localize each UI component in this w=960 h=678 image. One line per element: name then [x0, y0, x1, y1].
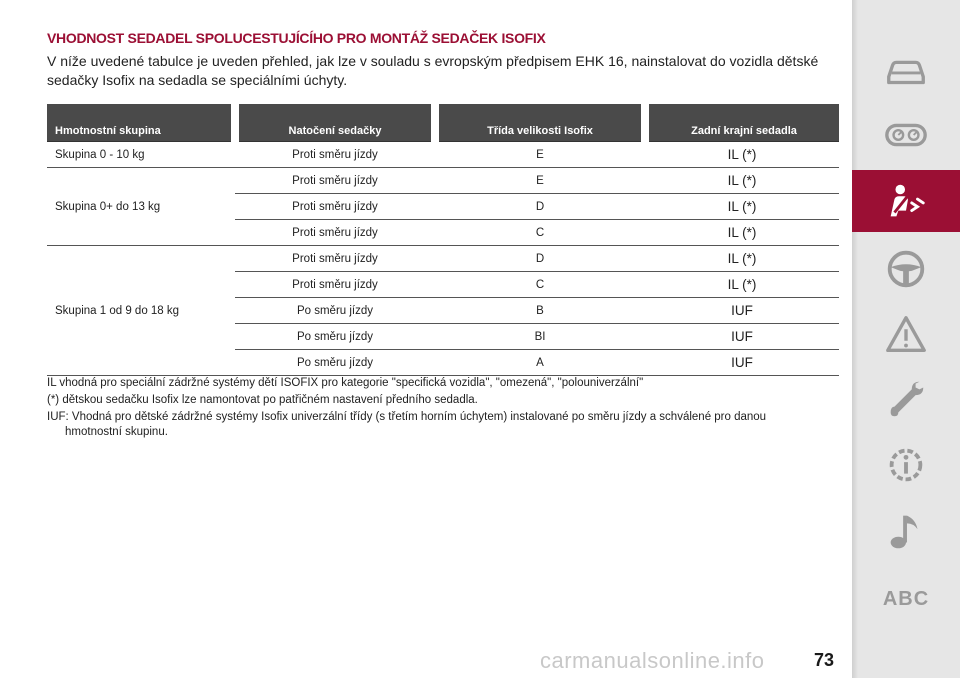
wrench-icon [883, 376, 929, 422]
seat-belt-passenger-icon [883, 178, 929, 224]
size-class-cell: B [435, 298, 645, 324]
rear-cell: IL (*) [645, 168, 839, 194]
size-class-cell: E [435, 142, 645, 168]
rear-cell: IUF [645, 298, 839, 324]
size-class-cell: D [435, 194, 645, 220]
page-title: VHODNOST SEDADEL SPOLUCESTUJÍCÍHO PRO MONTÁŽ SEDAČEK ISOFIX [47, 30, 546, 46]
rear-cell: IUF [645, 324, 839, 350]
rear-cell: IL (*) [645, 194, 839, 220]
note-il: IL vhodná pro speciální zádržné systémy dětí ISOFIX pro kategorie "specifická vozidla", "omezená", "polouniverzální" [47, 377, 644, 389]
table-notes [47, 376, 817, 442]
group-cell: Skupina 0 - 10 kg [47, 142, 235, 168]
nav-item-vehicle[interactable] [852, 40, 960, 102]
table-row [47, 246, 839, 272]
nav-item-index[interactable] [852, 568, 960, 630]
car-icon [883, 48, 929, 94]
header-orientation: Natočení sedačky [235, 104, 435, 142]
header-size-class: Třída velikosti Isofix [435, 104, 645, 142]
table-row [47, 168, 839, 194]
orientation-cell: Po směru jízdy [235, 324, 435, 350]
group-cell: Skupina 1 od 9 do 18 kg [47, 246, 235, 376]
chapter-sidebar [852, 0, 960, 678]
intro-paragraph: V níže uvedené tabulce je uveden přehled, jak lze v souladu s evropským předpisem EHK 16, nainstalovat do vozidla dětské sedačky Isofix na sedadla se speciálními úchyty. [47, 53, 819, 88]
note-asterisk: (*) dětskou sedačku Isofix lze namontovat po patřičném nastavení předního sedadla. [47, 394, 478, 406]
size-class-cell: BI [435, 324, 645, 350]
isofix-table [47, 104, 839, 376]
nav-item-emergency[interactable] [852, 304, 960, 366]
size-class-cell: D [435, 246, 645, 272]
orientation-cell: Proti směru jízdy [235, 272, 435, 298]
size-class-cell: C [435, 272, 645, 298]
nav-item-maintenance[interactable] [852, 368, 960, 430]
nav-item-instruments[interactable] [852, 104, 960, 166]
rear-cell: IL (*) [645, 246, 839, 272]
note-iuf: IUF: Vhodná pro dětské zádržné systémy Isofix univerzální třídy (s třetím horním úchytem) instalované po směru jízdy a schválené pro danou hmotnostní skupinu. [47, 411, 767, 438]
page-number: 73 [814, 650, 835, 670]
nav-item-driving[interactable] [852, 238, 960, 300]
music-note-icon [883, 508, 929, 554]
orientation-cell: Po směru jízdy [235, 350, 435, 376]
orientation-cell: Proti směru jízdy [235, 142, 435, 168]
info-gear-icon [883, 442, 929, 488]
rear-cell: IL (*) [645, 220, 839, 246]
header-weight-group: Hmotnostní skupina [47, 104, 235, 142]
group-cell: Skupina 0+ do 13 kg [47, 168, 235, 246]
nav-item-safety[interactable] [852, 170, 960, 232]
orientation-cell: Proti směru jízdy [235, 220, 435, 246]
rear-cell: IL (*) [645, 272, 839, 298]
size-class-cell: C [435, 220, 645, 246]
dashboard-gauges-icon [883, 112, 929, 158]
nav-item-technical-data[interactable] [852, 434, 960, 496]
size-class-cell: A [435, 350, 645, 376]
nav-item-multimedia[interactable] [852, 500, 960, 562]
table-row [47, 142, 839, 168]
index-abc-label: ABC [882, 587, 930, 610]
rear-cell: IL (*) [645, 142, 839, 168]
watermark: carmanualsonline.info [540, 648, 765, 673]
steering-wheel-icon [883, 246, 929, 292]
orientation-cell: Proti směru jízdy [235, 168, 435, 194]
orientation-cell: Po směru jízdy [235, 298, 435, 324]
orientation-cell: Proti směru jízdy [235, 194, 435, 220]
rear-cell: IUF [645, 350, 839, 376]
table-header-row [47, 104, 839, 142]
header-rear-seats: Zadní krajní sedadla [645, 104, 839, 142]
orientation-cell: Proti směru jízdy [235, 246, 435, 272]
size-class-cell: E [435, 168, 645, 194]
warning-triangle-icon [883, 312, 929, 358]
